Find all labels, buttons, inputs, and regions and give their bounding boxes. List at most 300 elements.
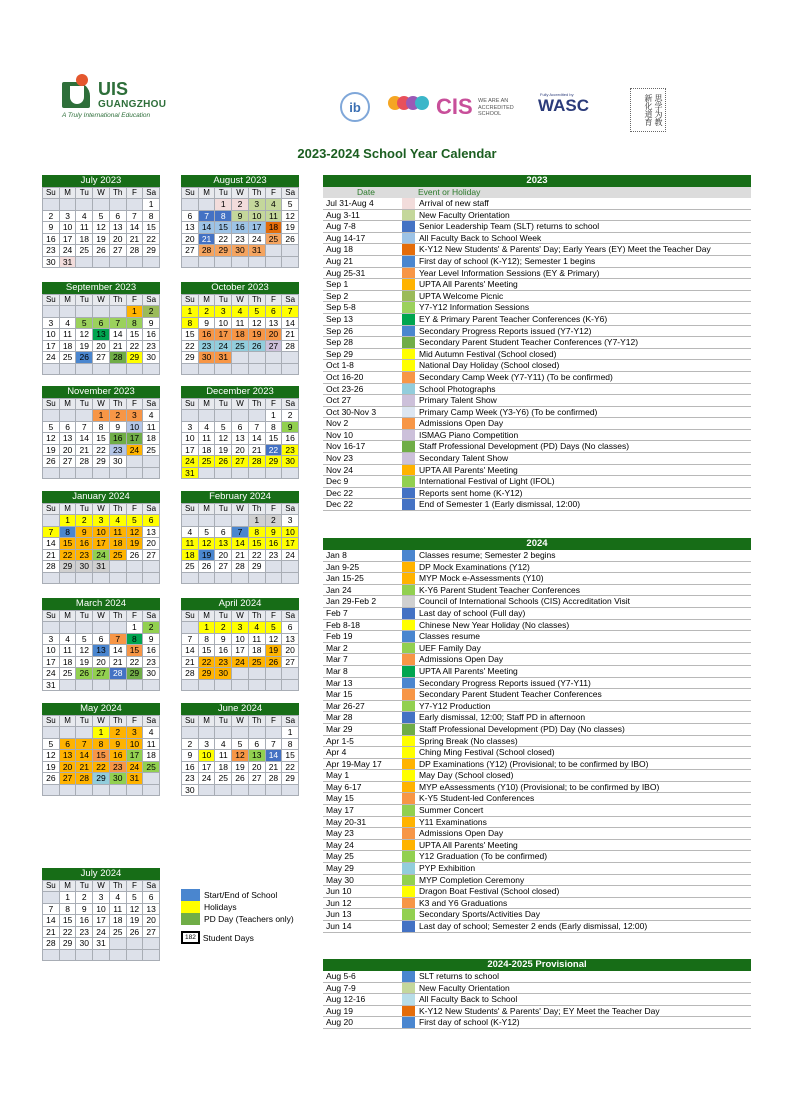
event-row <box>323 666 751 678</box>
day-cell: 14 <box>127 222 143 233</box>
empty-day-cell <box>215 410 231 421</box>
event-row <box>323 828 751 840</box>
day-cell: 24 <box>60 245 76 256</box>
month-calendar <box>42 598 160 691</box>
weekday-header: M <box>199 188 215 198</box>
empty-day-cell <box>127 468 143 479</box>
day-cell: 13 <box>60 750 76 761</box>
empty-day-cell <box>249 257 265 268</box>
day-cell: 16 <box>182 762 198 773</box>
day-cell: 29 <box>143 245 159 256</box>
day-cell: 16 <box>143 645 159 656</box>
event-description: Last day of school (Full day) <box>419 607 526 618</box>
day-cell: 29 <box>127 668 143 679</box>
month-title: May 2024 <box>42 703 160 715</box>
weekday-header: M <box>199 611 215 621</box>
day-cell: 2 <box>282 410 298 421</box>
empty-day-cell <box>143 773 159 784</box>
logo-city: GUANGZHOU <box>98 99 167 110</box>
day-cell: 13 <box>93 329 109 340</box>
empty-day-cell <box>143 573 159 584</box>
day-cell: 29 <box>60 561 76 572</box>
event-row <box>323 983 751 995</box>
weekday-header: Tu <box>215 399 231 409</box>
event-row <box>323 736 751 748</box>
event-date: Mar 8 <box>326 665 348 676</box>
event-date: Aug 18 <box>326 244 353 255</box>
event-description: Secondary Sports/Activities Day <box>419 909 540 920</box>
day-cell: 8 <box>143 211 159 222</box>
event-color-swatch <box>402 256 415 267</box>
empty-day-cell <box>182 364 198 375</box>
weekday-header: F <box>266 399 282 409</box>
day-cell: 26 <box>199 561 215 572</box>
day-cell: 8 <box>93 422 109 433</box>
weekday-header: Tu <box>215 716 231 726</box>
event-row <box>323 863 751 875</box>
weekday-header: F <box>266 504 282 514</box>
weekday-header: F <box>266 716 282 726</box>
day-cell: 25 <box>76 245 92 256</box>
event-date: Jan 24 <box>326 584 352 595</box>
day-cell: 5 <box>199 527 215 538</box>
weekday-header: W <box>232 295 248 305</box>
weekday-header: Sa <box>143 188 159 198</box>
day-cell: 1 <box>60 515 76 526</box>
event-date: Aug 21 <box>326 255 353 266</box>
empty-day-cell <box>215 257 231 268</box>
day-cell: 11 <box>60 329 76 340</box>
day-cell: 21 <box>199 234 215 245</box>
empty-day-cell <box>266 257 282 268</box>
legend-item-start-end <box>181 889 294 901</box>
day-cell: 31 <box>127 773 143 784</box>
empty-day-cell <box>43 364 59 375</box>
day-cell: 27 <box>249 773 265 784</box>
empty-day-cell <box>76 573 92 584</box>
empty-day-cell <box>60 364 76 375</box>
event-row <box>323 909 751 921</box>
empty-day-cell <box>93 573 109 584</box>
event-row <box>323 678 751 690</box>
day-cell: 3 <box>215 306 231 317</box>
event-row <box>323 550 751 562</box>
day-cell: 7 <box>182 634 198 645</box>
month-grid <box>42 503 160 584</box>
day-cell: 21 <box>249 445 265 456</box>
day-cell: 21 <box>110 341 126 352</box>
event-date: Sep 1 <box>326 279 349 290</box>
weekday-header: Tu <box>215 504 231 514</box>
month-calendar <box>181 386 299 479</box>
month-title: July 2023 <box>42 175 160 187</box>
day-cell: 14 <box>266 750 282 761</box>
event-date: Aug 7-9 <box>326 982 356 993</box>
event-description: Secondary Parent Student Teacher Conferences (Y7-Y12) <box>419 337 639 348</box>
event-row <box>323 851 751 863</box>
empty-day-cell <box>199 727 215 738</box>
empty-day-cell <box>232 668 248 679</box>
empty-day-cell <box>182 573 198 584</box>
event-date: Oct 23-26 <box>326 383 364 394</box>
event-date: Mar 28 <box>326 712 353 723</box>
month-grid <box>42 187 160 268</box>
empty-day-cell <box>76 785 92 796</box>
weekday-header: Su <box>182 188 198 198</box>
month-calendar <box>181 491 299 584</box>
weekday-header: Th <box>249 611 265 621</box>
event-color-swatch <box>402 747 415 758</box>
day-cell: 3 <box>182 422 198 433</box>
event-color-swatch <box>402 631 415 642</box>
day-cell: 6 <box>93 318 109 329</box>
weekday-header: Sa <box>282 716 298 726</box>
empty-day-cell <box>110 364 126 375</box>
day-cell: 17 <box>199 762 215 773</box>
empty-day-cell <box>282 257 298 268</box>
events-table <box>323 175 751 511</box>
day-cell: 13 <box>110 222 126 233</box>
event-description: UPTA All Parents' Meeting <box>419 279 518 290</box>
weekday-header: M <box>60 188 76 198</box>
day-cell: 29 <box>282 773 298 784</box>
day-cell: 9 <box>266 527 282 538</box>
day-cell: 8 <box>215 211 231 222</box>
weekday-header: W <box>93 504 109 514</box>
day-cell: 13 <box>266 318 282 329</box>
weekday-header: F <box>127 399 143 409</box>
day-cell: 30 <box>199 352 215 363</box>
event-color-swatch <box>402 886 415 897</box>
event-date: Nov 2 <box>326 418 349 429</box>
event-description: School Photographs <box>419 383 496 394</box>
weekday-header: Su <box>182 399 198 409</box>
event-description: Y12 Graduation (To be confirmed) <box>419 851 548 862</box>
day-cell: 12 <box>43 433 59 444</box>
day-cell: 7 <box>110 318 126 329</box>
event-row <box>323 1006 751 1018</box>
day-cell: 16 <box>43 234 59 245</box>
empty-day-cell <box>76 199 92 210</box>
event-description: UPTA Welcome Picnic <box>419 290 504 301</box>
event-color-swatch <box>402 689 415 700</box>
month-title: January 2024 <box>42 491 160 503</box>
month-calendar <box>42 703 160 796</box>
day-cell: 7 <box>76 422 92 433</box>
month-grid <box>42 294 160 375</box>
empty-day-cell <box>215 468 231 479</box>
day-cell: 9 <box>110 422 126 433</box>
event-description: Y7-Y12 Production <box>419 700 491 711</box>
day-cell: 13 <box>232 433 248 444</box>
day-cell: 13 <box>93 645 109 656</box>
day-cell: 21 <box>232 550 248 561</box>
event-description: Arrival of new staff <box>419 198 489 208</box>
day-cell: 28 <box>199 245 215 256</box>
event-date: Jun 10 <box>326 886 352 897</box>
event-row <box>323 793 751 805</box>
event-color-swatch <box>402 678 415 689</box>
event-color-swatch <box>402 573 415 584</box>
empty-day-cell <box>282 785 298 796</box>
day-cell: 12 <box>43 750 59 761</box>
event-color-swatch <box>402 418 415 429</box>
event-description: PYP Exhibition <box>419 863 476 874</box>
event-date: Mar 7 <box>326 654 348 665</box>
day-cell: 17 <box>127 750 143 761</box>
empty-day-cell <box>199 199 215 210</box>
empty-day-cell <box>232 573 248 584</box>
weekday-header: F <box>127 504 143 514</box>
day-cell: 7 <box>127 211 143 222</box>
empty-day-cell <box>182 257 198 268</box>
month-grid <box>181 294 299 375</box>
day-cell: 1 <box>93 727 109 738</box>
day-cell: 29 <box>60 938 76 949</box>
month-grid <box>42 715 160 796</box>
event-row <box>323 1017 751 1029</box>
day-cell: 7 <box>282 306 298 317</box>
events-table <box>323 538 751 933</box>
weekday-header: F <box>266 188 282 198</box>
empty-day-cell <box>182 410 198 421</box>
event-description: Reports sent home (K-Y12) <box>419 487 523 498</box>
day-cell: 4 <box>76 211 92 222</box>
event-color-swatch <box>402 782 415 793</box>
event-date: May 20-31 <box>326 816 367 827</box>
day-cell: 25 <box>215 773 231 784</box>
weekday-header: Su <box>43 188 59 198</box>
event-description: Staff Professional Development (PD) Days (No classes) <box>419 441 630 452</box>
month-grid <box>181 503 299 584</box>
event-date: Aug 12-16 <box>326 994 366 1005</box>
day-cell: 13 <box>249 750 265 761</box>
event-description: ISMAG Piano Competition <box>419 429 519 440</box>
event-date: Sep 2 <box>326 290 349 301</box>
empty-day-cell <box>232 727 248 738</box>
event-color-swatch <box>402 562 415 573</box>
event-description: Classes resume; Semester 2 begins <box>419 550 556 560</box>
day-cell: 23 <box>76 927 92 938</box>
month-title: April 2024 <box>181 598 299 610</box>
event-row <box>323 337 751 349</box>
empty-day-cell <box>249 468 265 479</box>
day-cell: 10 <box>232 634 248 645</box>
day-cell: 1 <box>215 199 231 210</box>
empty-day-cell <box>43 950 59 961</box>
day-cell: 11 <box>215 750 231 761</box>
empty-day-cell <box>143 785 159 796</box>
empty-day-cell <box>199 364 215 375</box>
day-cell: 24 <box>232 657 248 668</box>
event-date: Sep 5-8 <box>326 302 356 313</box>
events-table <box>323 959 751 1029</box>
event-description: MYP Completion Ceremony <box>419 874 525 885</box>
event-color-swatch <box>402 221 415 232</box>
day-cell: 12 <box>127 527 143 538</box>
event-date: Jul 31-Aug 4 <box>326 198 374 208</box>
day-cell: 25 <box>199 456 215 467</box>
weekday-header: Su <box>43 611 59 621</box>
day-cell: 1 <box>127 622 143 633</box>
day-cell: 7 <box>199 211 215 222</box>
day-cell: 21 <box>127 234 143 245</box>
day-cell: 16 <box>110 750 126 761</box>
day-cell: 26 <box>266 657 282 668</box>
day-cell: 3 <box>199 739 215 750</box>
empty-day-cell <box>76 306 92 317</box>
weekday-header: W <box>232 716 248 726</box>
event-date: May 6-17 <box>326 781 362 792</box>
empty-day-cell <box>249 727 265 738</box>
event-row <box>323 244 751 256</box>
event-description: UEF Family Day <box>419 642 481 653</box>
empty-day-cell <box>76 950 92 961</box>
day-cell: 14 <box>110 645 126 656</box>
event-date: Dec 22 <box>326 499 353 510</box>
event-description: Y11 Examinations <box>419 816 487 827</box>
day-cell: 29 <box>249 561 265 572</box>
day-cell: 30 <box>182 785 198 796</box>
wasc-logo: WASC <box>538 96 589 115</box>
event-row <box>323 701 751 713</box>
event-description: All Faculty Back to School <box>419 994 518 1005</box>
event-description: International Festival of Light (IFOL) <box>419 476 555 487</box>
weekday-header: Sa <box>143 881 159 891</box>
event-description: First day of school (K-Y12) <box>419 1017 520 1028</box>
event-color-swatch <box>402 268 415 279</box>
legend-swatch <box>181 913 200 925</box>
day-cell: 3 <box>43 634 59 645</box>
day-cell: 2 <box>76 892 92 903</box>
day-cell: 31 <box>249 245 265 256</box>
event-date: Jan 29-Feb 2 <box>326 596 377 607</box>
event-row <box>323 562 751 574</box>
month-title: March 2024 <box>42 598 160 610</box>
day-cell: 18 <box>249 645 265 656</box>
weekday-header: Tu <box>76 399 92 409</box>
legend-item-pd-day <box>181 913 294 925</box>
day-cell: 23 <box>110 445 126 456</box>
empty-day-cell <box>266 245 282 256</box>
event-date: Apr 1-5 <box>326 735 354 746</box>
column-header-date: Date <box>357 187 375 197</box>
event-color-swatch <box>402 337 415 348</box>
day-cell: 21 <box>76 762 92 773</box>
empty-day-cell <box>215 727 231 738</box>
event-date: May 24 <box>326 839 354 850</box>
weekday-header: Tu <box>76 504 92 514</box>
event-row <box>323 314 751 326</box>
empty-day-cell <box>127 257 143 268</box>
day-cell: 27 <box>143 927 159 938</box>
weekday-header: Th <box>249 399 265 409</box>
day-cell: 30 <box>43 257 59 268</box>
month-grid <box>42 880 160 961</box>
day-cell: 17 <box>249 222 265 233</box>
event-color-swatch <box>402 488 415 499</box>
event-row <box>323 747 751 759</box>
uis-logo <box>62 74 202 120</box>
day-cell: 9 <box>143 634 159 645</box>
empty-day-cell <box>110 199 126 210</box>
month-grid <box>42 610 160 691</box>
day-cell: 12 <box>93 222 109 233</box>
event-row <box>323 782 751 794</box>
empty-day-cell <box>60 727 76 738</box>
empty-day-cell <box>232 410 248 421</box>
weekday-header: Sa <box>282 399 298 409</box>
day-cell: 8 <box>60 904 76 915</box>
day-cell: 19 <box>43 762 59 773</box>
day-cell: 2 <box>76 515 92 526</box>
day-cell: 28 <box>266 773 282 784</box>
day-cell: 16 <box>143 329 159 340</box>
weekday-header: Sa <box>143 504 159 514</box>
day-cell: 25 <box>143 762 159 773</box>
empty-day-cell <box>266 785 282 796</box>
month-grid <box>181 715 299 796</box>
weekday-header: F <box>127 881 143 891</box>
day-cell: 8 <box>127 634 143 645</box>
day-cell: 27 <box>143 550 159 561</box>
empty-day-cell <box>110 468 126 479</box>
day-cell: 19 <box>76 657 92 668</box>
weekday-header: Su <box>43 399 59 409</box>
day-cell: 24 <box>127 762 143 773</box>
event-color-swatch <box>402 465 415 476</box>
empty-day-cell <box>93 468 109 479</box>
empty-day-cell <box>266 573 282 584</box>
event-date: Apr 19-May 17 <box>326 758 382 769</box>
day-cell: 20 <box>110 234 126 245</box>
day-cell: 2 <box>232 199 248 210</box>
day-cell: 26 <box>127 550 143 561</box>
event-description: UPTA All Parents' Meeting <box>419 464 518 475</box>
event-date: Mar 2 <box>326 642 348 653</box>
day-cell: 30 <box>76 938 92 949</box>
empty-day-cell <box>60 410 76 421</box>
day-cell: 19 <box>127 915 143 926</box>
empty-day-cell <box>266 561 282 572</box>
event-row <box>323 233 751 245</box>
day-cell: 25 <box>110 927 126 938</box>
day-cell: 3 <box>232 622 248 633</box>
event-row <box>323 886 751 898</box>
event-color-swatch <box>402 805 415 816</box>
weekday-header: F <box>266 295 282 305</box>
day-cell: 5 <box>76 318 92 329</box>
event-row <box>323 384 751 396</box>
day-cell: 27 <box>215 561 231 572</box>
day-cell: 20 <box>249 762 265 773</box>
day-cell: 28 <box>249 456 265 467</box>
day-cell: 12 <box>127 904 143 915</box>
empty-day-cell <box>282 573 298 584</box>
empty-day-cell <box>110 680 126 691</box>
day-cell: 19 <box>266 645 282 656</box>
logo-tagline: A Truly International Education <box>62 112 151 119</box>
day-cell: 15 <box>127 329 143 340</box>
event-color-swatch <box>402 360 415 371</box>
day-cell: 6 <box>60 422 76 433</box>
day-cell: 27 <box>282 657 298 668</box>
day-cell: 14 <box>182 645 198 656</box>
event-color-swatch <box>402 875 415 886</box>
day-cell: 30 <box>282 456 298 467</box>
event-row <box>323 279 751 291</box>
event-row <box>323 349 751 361</box>
